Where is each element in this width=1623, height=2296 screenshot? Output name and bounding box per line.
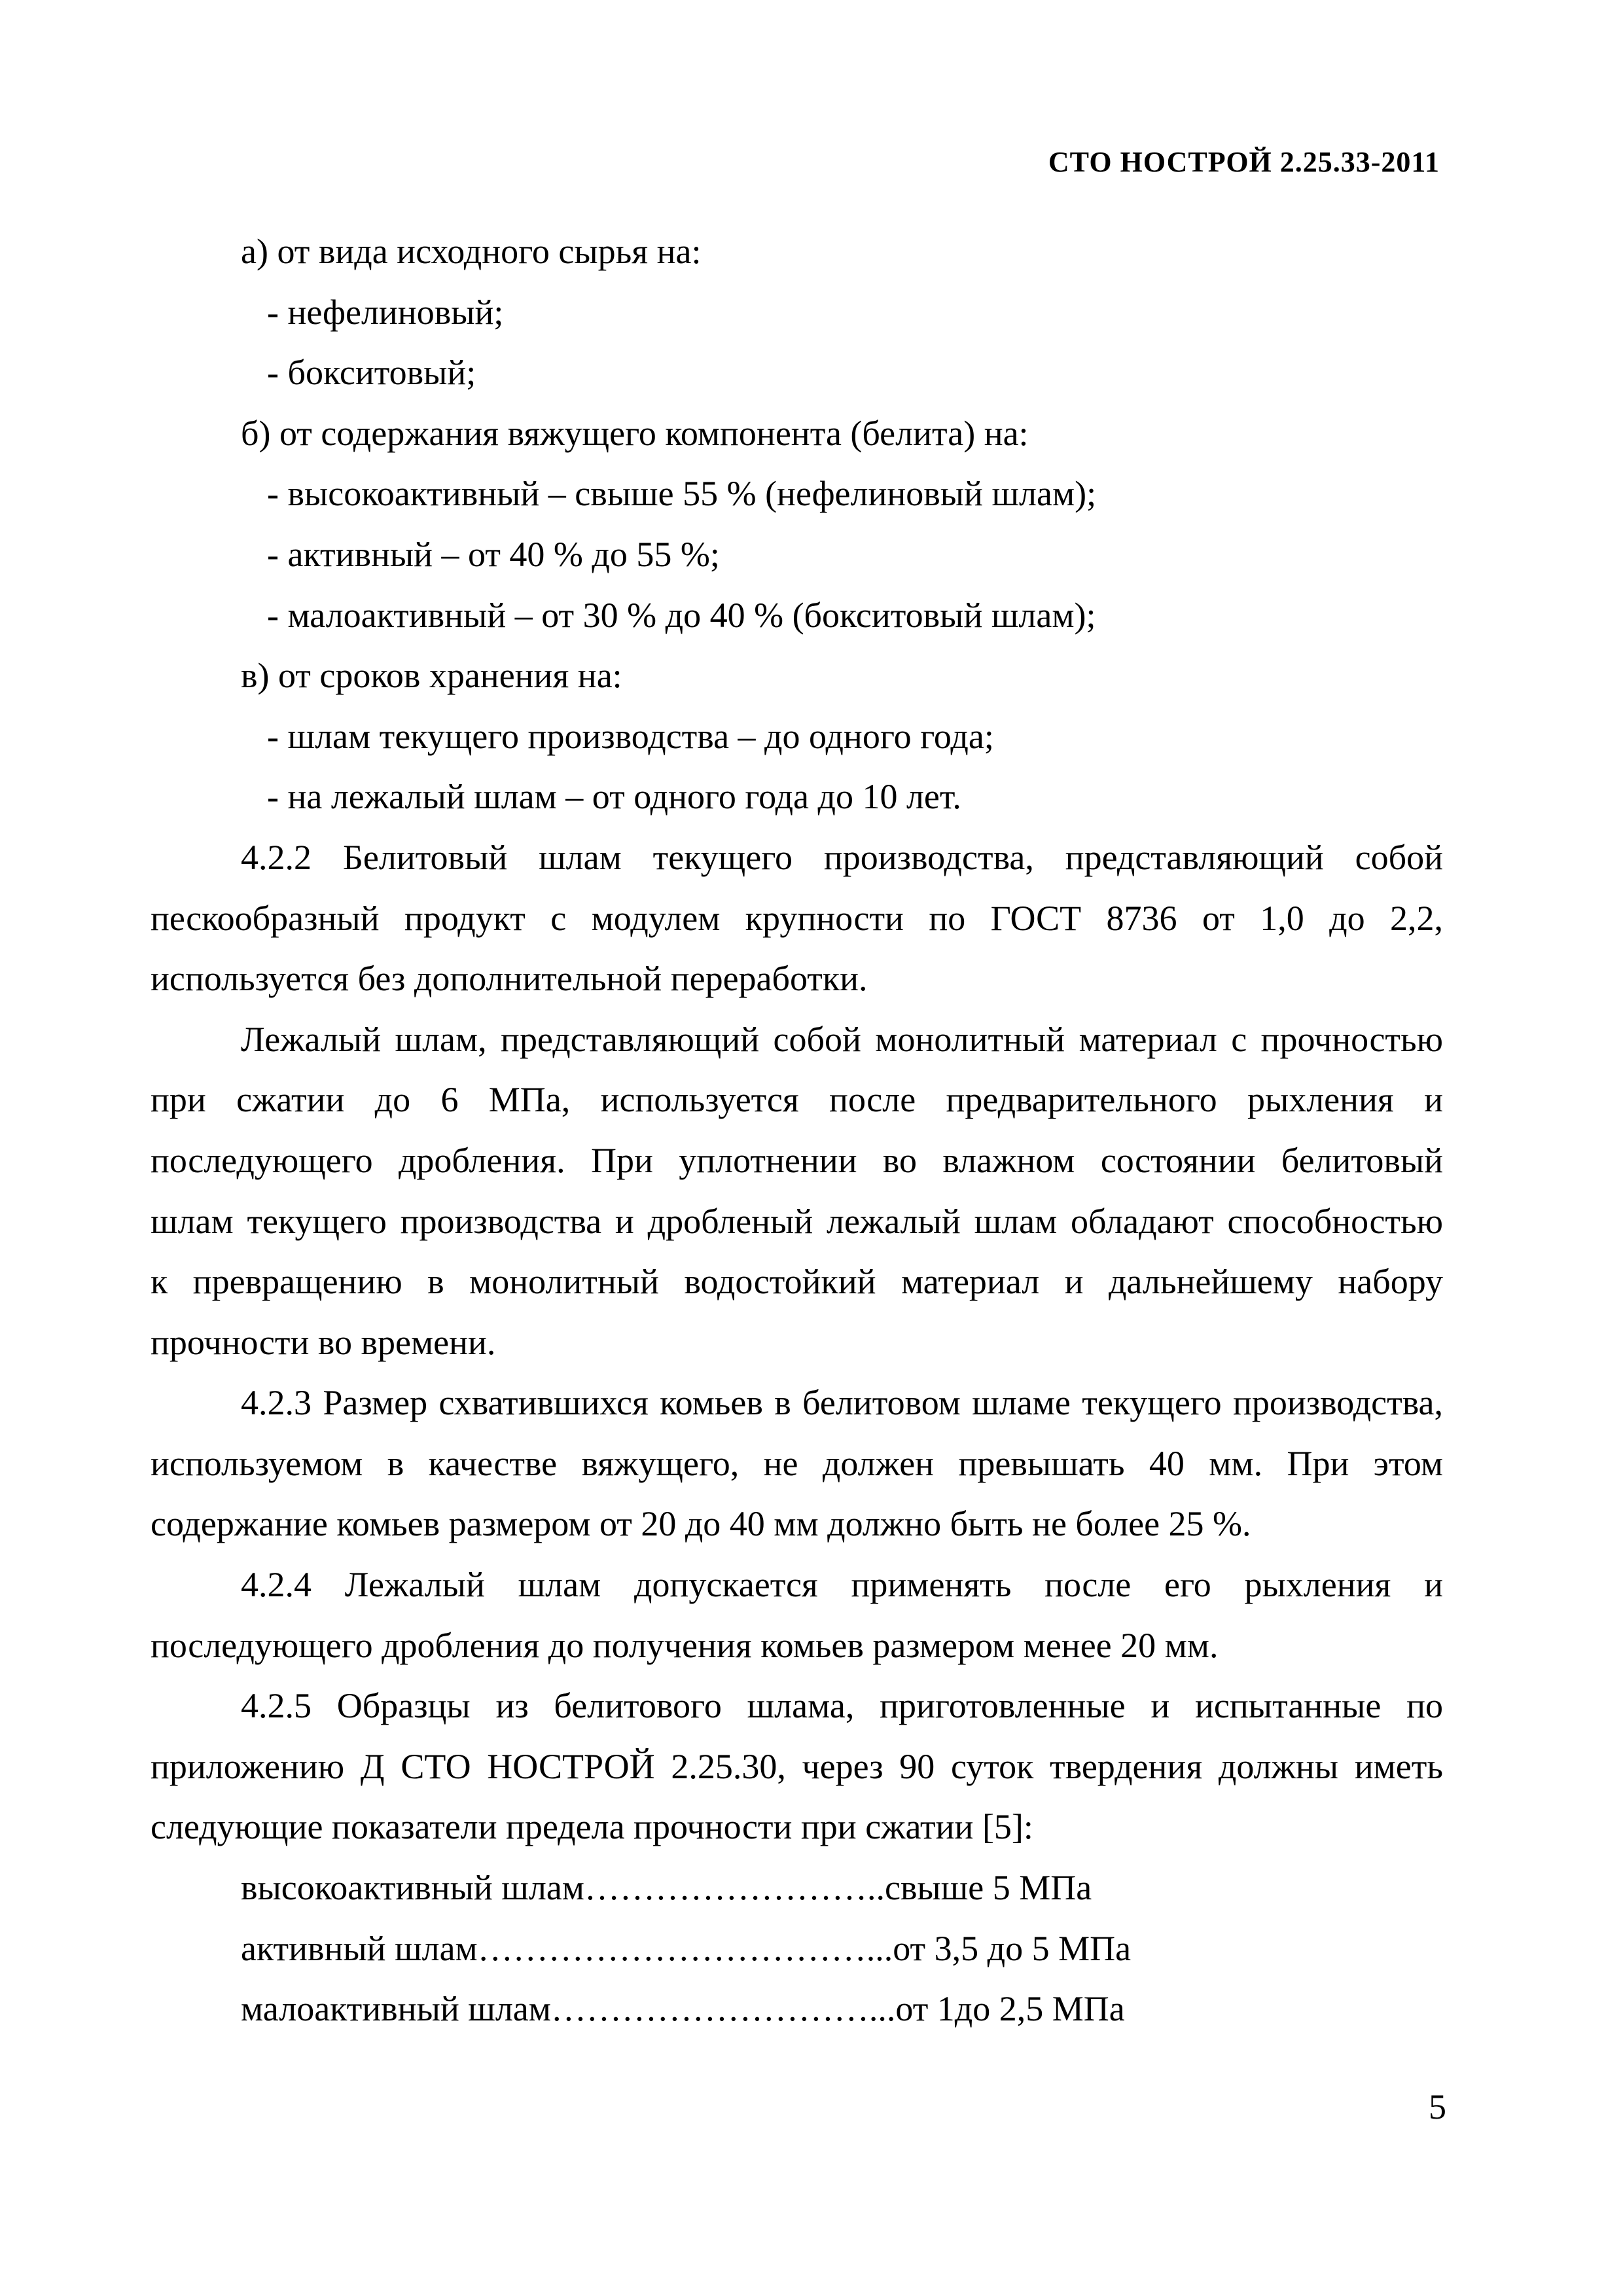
paragraph-4-2-2 bbox=[151, 827, 1443, 1009]
paragraph-line: 4.2.4 Лежалый шлам допускается применять после его рыхления и bbox=[241, 1565, 1443, 1605]
paragraph-4-2-3 bbox=[151, 1372, 1443, 1554]
paragraph-line: приложению Д СТО НОСТРОЙ 2.25.30, через 90 суток твердения должны иметь bbox=[151, 1746, 1443, 1786]
paragraph-line: последующего дробления до получения комьев размером менее 20 мм. bbox=[151, 1625, 1219, 1665]
paragraph-line: Лежалый шлам, представляющий собой монолитный материал с прочностью bbox=[241, 1019, 1443, 1059]
list-item: - активный – от 40 % до 55 %; bbox=[267, 534, 720, 574]
paragraph-line: прочности во времени. bbox=[151, 1322, 496, 1362]
strength-item: высокоактивный шлам……………………..свыше 5 МПа bbox=[241, 1868, 1092, 1908]
paragraph-line: 4.2.3 Размер схватившихся комьев в белитовом шламе текущего производства, bbox=[241, 1383, 1443, 1423]
list-heading-a: а) от вида исходного сырья на: bbox=[241, 232, 702, 271]
paragraph-line: при сжатии до 6 МПа, используется после предварительного рыхления и bbox=[151, 1080, 1443, 1120]
paragraph-line: 4.2.2 Белитовый шлам текущего производства, представляющий собой bbox=[241, 837, 1443, 877]
list-item: - на лежалый шлам – от одного года до 10 лет. bbox=[267, 777, 961, 817]
list-heading-c: в) от сроков хранения на: bbox=[241, 656, 622, 696]
page-number: 5 bbox=[1429, 2087, 1446, 2126]
list-heading-b: б) от содержания вяжущего компонента (белита) на: bbox=[241, 413, 1029, 453]
strength-item: активный шлам……………………………...от 3,5 до 5 МПа bbox=[241, 1928, 1132, 1968]
page-content bbox=[151, 221, 1443, 2039]
paragraph-line: шлам текущего производства и дробленый лежалый шлам обладают способностью bbox=[151, 1201, 1443, 1241]
paragraph-stale-slurry bbox=[151, 1009, 1443, 1373]
paragraph-line: используется без дополнительной переработки. bbox=[151, 959, 868, 999]
paragraph-line: пескообразный продукт с модулем крупности по ГОСТ 8736 от 1,0 до 2,2, bbox=[151, 898, 1443, 938]
document-header: СТО НОСТРОЙ 2.25.33-2011 bbox=[1048, 146, 1440, 178]
paragraph-4-2-4 bbox=[151, 1554, 1443, 1676]
paragraph-line: последующего дробления. При уплотнении во влажном состоянии белитовый bbox=[151, 1140, 1443, 1180]
list-item: - шлам текущего производства – до одного года; bbox=[267, 716, 994, 756]
strength-list bbox=[151, 1857, 1443, 2039]
list-item: - нефелиновый; bbox=[267, 292, 504, 332]
list-item: - высокоактивный – свыше 55 % (нефелиновый шлам); bbox=[267, 474, 1097, 514]
paragraph-line: содержание комьев размером от 20 до 40 мм должно быть не более 25 %. bbox=[151, 1504, 1251, 1544]
strength-item: малоактивный шлам………………………...от 1до 2,5 МПа bbox=[241, 1989, 1125, 2029]
paragraph-line: используемом в качестве вяжущего, не должен превышать 40 мм. При этом bbox=[151, 1443, 1443, 1483]
list-item: - бокситовый; bbox=[267, 353, 476, 393]
paragraph-line: следующие показатели предела прочности при сжатии [5]: bbox=[151, 1807, 1033, 1847]
paragraph-line: к превращению в монолитный водостойкий материал и дальнейшему набору bbox=[151, 1262, 1443, 1302]
list-item: - малоактивный – от 30 % до 40 % (бокситовый шлам); bbox=[267, 595, 1096, 635]
paragraph-4-2-5 bbox=[151, 1676, 1443, 1857]
paragraph-line: 4.2.5 Образцы из белитового шлама, приготовленные и испытанные по bbox=[241, 1686, 1443, 1726]
